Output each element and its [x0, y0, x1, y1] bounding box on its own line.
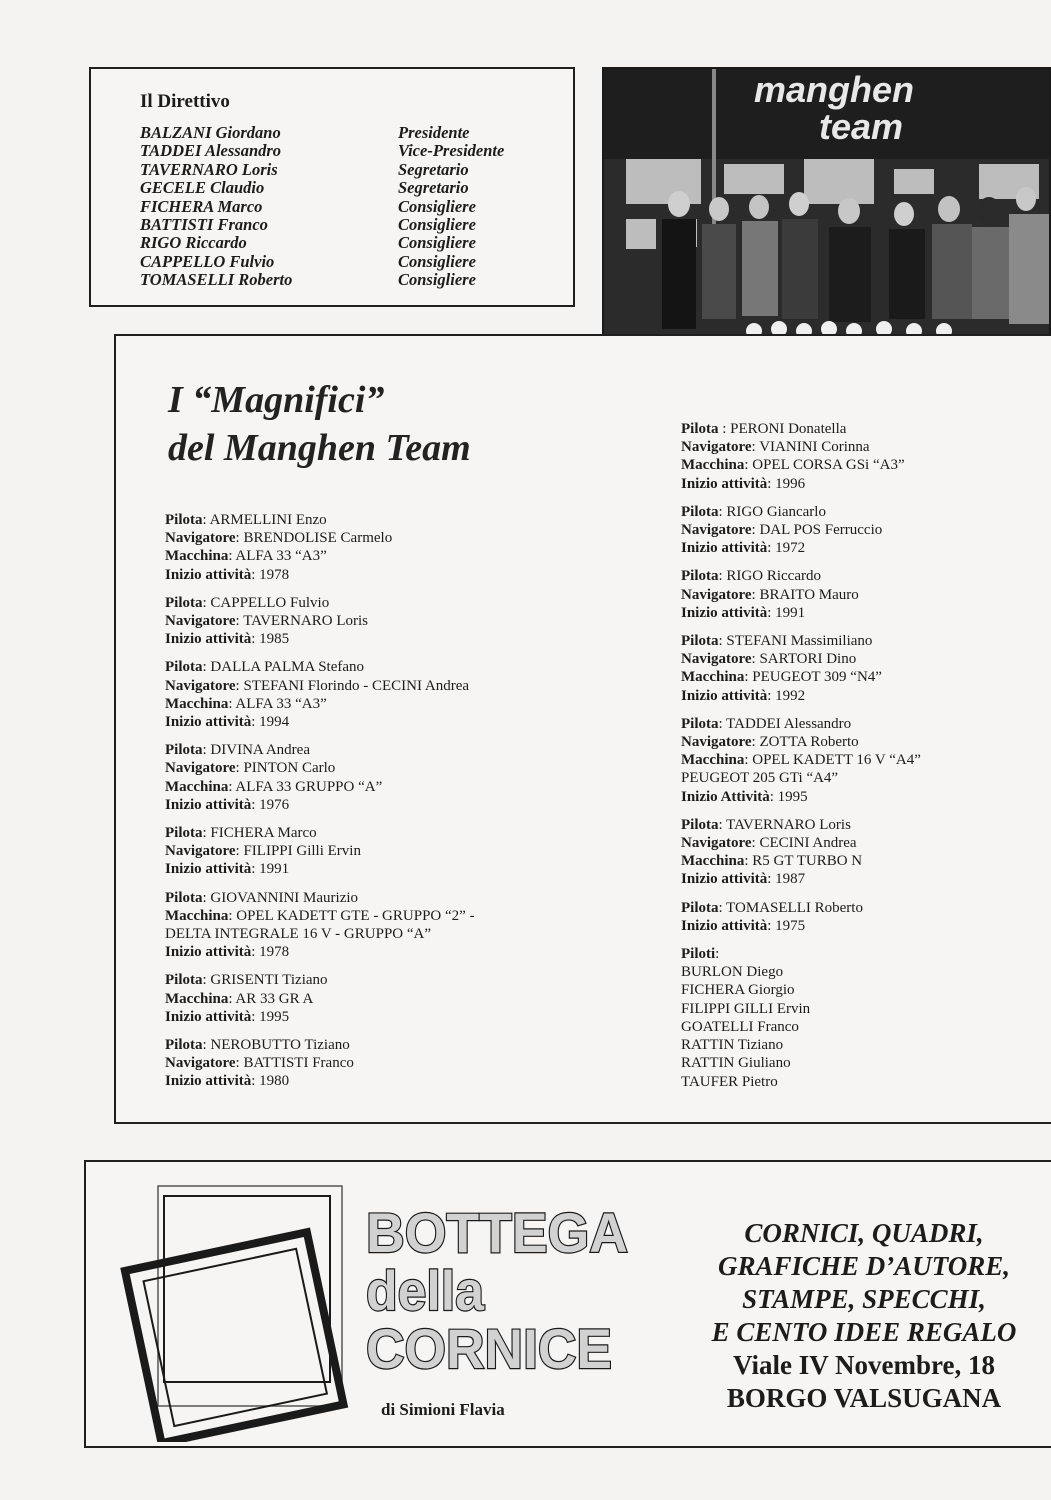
field-value: 1978 — [259, 566, 290, 583]
direttivo-member-name: TOMASELLI Roberto — [140, 270, 293, 290]
driver-entry-line — [165, 796, 475, 814]
field-value: TADDEI Alessandro — [726, 715, 852, 732]
ad-address: Viale IV Novembre, 18 — [733, 1350, 995, 1380]
field-label: Macchina — [681, 853, 745, 870]
field-label: Navigatore — [681, 734, 752, 751]
driver-entry-line — [165, 612, 475, 630]
field-separator: : — [202, 512, 210, 528]
field-value: 1972 — [775, 540, 806, 557]
field-separator: : — [235, 760, 244, 777]
driver-entry — [681, 945, 921, 1091]
field-label: Pilota — [165, 972, 203, 989]
frames-logo-icon — [112, 1182, 352, 1442]
bottega-logo — [364, 1200, 654, 1390]
field-label: Inizio attività — [165, 796, 252, 813]
field-label: Inizio attività — [681, 687, 768, 704]
field-separator: : — [715, 946, 720, 963]
direttivo-names — [140, 124, 292, 290]
field-label: Pilota — [165, 742, 203, 759]
driver-entry-line — [165, 778, 475, 796]
field-separator: : — [235, 677, 244, 694]
driver-entry-line — [681, 834, 921, 852]
field-separator: : — [718, 899, 727, 916]
field-label: Pilota — [681, 503, 719, 520]
driver-entry — [681, 420, 921, 493]
driver-entry-line — [681, 945, 921, 963]
direttivo-member-name: BATTISTI Franco — [140, 215, 268, 235]
field-separator: : — [235, 613, 244, 630]
driver-entry-line — [165, 511, 475, 529]
driver-entry-line — [681, 852, 921, 870]
field-label: Navigatore — [165, 613, 236, 630]
driver-entry — [165, 594, 475, 649]
field-value: VIANINI Corinna — [759, 439, 870, 456]
driver-entry — [165, 889, 475, 962]
driver-entry-line — [165, 907, 475, 925]
field-value: CAPPELLO Fulvio — [210, 594, 330, 611]
field-separator: : — [228, 548, 236, 565]
driver-entry-line — [681, 668, 921, 686]
field-label: Macchina — [681, 669, 745, 686]
field-separator: : — [769, 788, 778, 805]
field-value: RIGO Riccardo — [726, 568, 821, 585]
team-photo-graphic — [604, 69, 1051, 368]
field-value: TAVERNARO Loris — [243, 613, 368, 630]
field-label: Inizio Attività — [681, 788, 770, 805]
field-value: BURLON Diego — [681, 964, 784, 981]
field-separator: : — [718, 715, 727, 732]
field-separator: : — [251, 944, 260, 961]
driver-entry-line — [165, 824, 475, 842]
driver-entry — [681, 715, 921, 806]
direttivo-member-role: Consigliere — [398, 196, 476, 216]
direttivo-member-name: CAPPELLO Fulvio — [140, 251, 275, 271]
driver-entry-line — [165, 759, 475, 777]
field-label: Pilota — [165, 825, 203, 842]
driver-entry-line — [165, 1054, 475, 1072]
logo-line-della: della — [366, 1259, 485, 1322]
driver-entry-line — [165, 566, 475, 584]
field-label: Inizio attività — [681, 871, 768, 888]
field-separator: : — [202, 659, 211, 676]
field-label: Macchina — [165, 990, 229, 1007]
ad-line-1: CORNICI, QUADRI, — [744, 1218, 984, 1248]
field-label: Inizio attività — [681, 917, 768, 934]
direttivo-member-name: BALZANI Giordano — [140, 123, 281, 142]
field-separator: : — [744, 457, 753, 474]
direttivo-member-name: TAVERNARO Loris — [140, 159, 278, 179]
driver-entry-line — [681, 456, 921, 474]
direttivo-member-role: Consigliere — [398, 270, 476, 290]
field-value: 1995 — [259, 1008, 290, 1025]
field-label: Inizio attività — [165, 1008, 252, 1025]
field-separator: : — [202, 972, 211, 989]
direttivo-member-role: Presidente — [398, 123, 470, 142]
field-separator: : — [251, 1073, 260, 1090]
field-label: Pilota — [165, 512, 203, 528]
field-label: Macchina — [165, 695, 229, 712]
field-separator: : — [751, 522, 760, 539]
direttivo-member-role: Consigliere — [398, 251, 476, 271]
field-separator: : — [202, 742, 211, 759]
field-value: TAVERNARO Loris — [726, 816, 851, 833]
driver-entry-line — [681, 751, 921, 769]
field-separator: : — [751, 835, 760, 852]
driver-entry — [681, 632, 921, 705]
field-value: FILIPPI Gilli Ervin — [243, 843, 361, 860]
driver-entry-line — [681, 769, 921, 787]
driver-entry-line — [681, 963, 921, 981]
field-separator: : — [251, 566, 260, 583]
driver-entry-line — [681, 503, 921, 521]
logo-line-bottega: BOTTEGA — [366, 1201, 628, 1264]
field-label: Navigatore — [165, 677, 236, 694]
field-value: CECINI Andrea — [759, 835, 857, 852]
ad-line-2: GRAFICHE D’AUTORE, — [717, 1251, 1011, 1281]
field-separator: : — [718, 503, 727, 520]
field-value: 1992 — [775, 687, 806, 704]
field-value: PEUGEOT 205 GTi “A4” — [681, 770, 839, 787]
driver-entry-line — [165, 860, 475, 878]
field-value: ZOTTA Roberto — [759, 734, 859, 751]
field-separator: : — [751, 586, 760, 603]
field-value: 1976 — [259, 796, 290, 813]
field-separator: : — [767, 540, 776, 557]
field-separator: : — [744, 752, 753, 769]
field-separator: : — [751, 734, 760, 751]
driver-entry-line — [165, 842, 475, 860]
field-label: Inizio attività — [681, 604, 768, 621]
field-value: R5 GT TURBO N — [752, 853, 863, 870]
driver-entry-line — [681, 715, 921, 733]
driver-entry-line — [165, 1008, 475, 1026]
direttivo-member-role: Vice-Presidente — [398, 141, 505, 161]
field-separator: : — [202, 889, 211, 906]
field-value: 1991 — [775, 604, 806, 621]
driver-entry-line — [681, 1054, 921, 1072]
ad-subtitle: di Simioni Flavia — [381, 1400, 505, 1419]
driver-entry-line — [681, 567, 921, 585]
driver-entry — [165, 971, 475, 1026]
team-photo — [602, 67, 1051, 368]
field-separator: : — [228, 907, 237, 924]
field-value: PINTON Carlo — [243, 760, 336, 777]
driver-entry-line — [165, 741, 475, 759]
photo-sign-line2: team — [819, 106, 904, 147]
field-value: FICHERA Marco — [210, 825, 317, 842]
field-separator: : — [767, 871, 776, 888]
field-value: DAL POS Ferruccio — [759, 522, 883, 539]
field-separator: : — [251, 1008, 260, 1025]
field-label: Navigatore — [681, 835, 752, 852]
drivers-right-column — [681, 420, 921, 1101]
field-label: Pilota — [165, 594, 203, 611]
field-separator: : — [718, 816, 727, 833]
field-value: TOMASELLI Roberto — [726, 899, 863, 916]
driver-entry-line — [165, 529, 475, 547]
field-value: BRAITO Mauro — [759, 586, 859, 603]
direttivo-member-name: FICHERA Marco — [140, 196, 263, 216]
field-value: 1995 — [777, 788, 808, 805]
field-value: 1991 — [259, 861, 290, 878]
field-label: Navigatore — [681, 439, 752, 456]
field-label: Pilota — [681, 899, 719, 916]
field-value: PEUGEOT 309 “N4” — [752, 669, 882, 686]
field-label: Inizio attività — [165, 631, 252, 648]
driver-entry — [165, 1036, 475, 1091]
field-separator: : — [751, 439, 760, 456]
driver-entry-line — [165, 925, 475, 943]
field-value: STEFANI Massimiliano — [726, 633, 873, 650]
driver-entry-line — [681, 632, 921, 650]
field-separator: : — [235, 843, 244, 860]
field-value: 1980 — [259, 1073, 290, 1090]
field-value: RATTIN Tiziano — [681, 1037, 784, 1054]
field-label: Pilota — [681, 421, 719, 437]
direttivo-roles — [398, 124, 504, 290]
driver-entry-line — [681, 539, 921, 557]
driver-entry-line — [681, 420, 921, 438]
field-label: Macchina — [165, 907, 229, 924]
driver-entry-line — [165, 971, 475, 989]
driver-entry-line — [681, 1036, 921, 1054]
field-value: TAUFER Pietro — [681, 1073, 778, 1090]
field-label: Inizio attività — [165, 1073, 252, 1090]
field-separator: : — [235, 1055, 244, 1072]
driver-entry — [165, 658, 475, 731]
field-separator: : — [767, 687, 776, 704]
driver-entry-line — [681, 733, 921, 751]
field-value: AR 33 GR A — [235, 990, 314, 1007]
driver-entry — [165, 511, 475, 584]
field-separator: : — [718, 568, 727, 585]
field-value: ALFA 33 “A3” — [235, 548, 327, 565]
drivers-left-column — [165, 511, 475, 1101]
field-separator: : — [202, 825, 211, 842]
field-label: Pilota — [165, 1037, 203, 1054]
field-separator: : — [251, 796, 260, 813]
field-label: Inizio attività — [165, 861, 252, 878]
field-label: Navigatore — [681, 586, 752, 603]
direttivo-member-role: Segretario — [398, 178, 469, 198]
driver-entry-line — [681, 870, 921, 888]
field-value: 1985 — [259, 631, 290, 648]
logo-line-cornice: CORNICE — [366, 1317, 612, 1380]
driver-entry-line — [165, 630, 475, 648]
field-separator: : — [767, 604, 776, 621]
field-value: OPEL CORSA GSi “A3” — [752, 457, 905, 474]
field-value: DIVINA Andrea — [210, 742, 310, 759]
field-separator: : — [718, 421, 731, 437]
field-value: 1978 — [259, 944, 290, 961]
driver-entry-line — [681, 917, 921, 935]
field-value: 1987 — [775, 871, 806, 888]
direttivo-member-name: RIGO Riccardo — [140, 233, 247, 253]
field-value: 1975 — [775, 917, 806, 934]
driver-entry — [165, 741, 475, 814]
field-label: Macchina — [165, 548, 229, 565]
field-value: 1994 — [259, 714, 290, 731]
driver-entry-line — [681, 475, 921, 493]
field-label: Pilota — [681, 715, 719, 732]
field-label: Navigatore — [165, 530, 236, 547]
driver-entry-line — [165, 889, 475, 907]
field-separator: : — [202, 1037, 211, 1054]
driver-entry-line — [165, 713, 475, 731]
field-label: Pilota — [165, 889, 203, 906]
field-value: ALFA 33 GRUPPO “A” — [235, 778, 383, 795]
driver-entry-line — [165, 658, 475, 676]
field-separator: : — [767, 475, 776, 492]
direttivo-member-name: TADDEI Alessandro — [140, 141, 282, 161]
field-separator: : — [767, 917, 776, 934]
driver-entry — [165, 824, 475, 879]
driver-entry-line — [681, 650, 921, 668]
field-label: Navigatore — [165, 1055, 236, 1072]
driver-entry-line — [165, 1072, 475, 1090]
field-value: NEROBUTTO Tiziano — [210, 1037, 350, 1054]
field-value: GRISENTI Tiziano — [210, 972, 328, 989]
field-value: PERONI Donatella — [730, 421, 847, 437]
direttivo-box — [89, 67, 575, 307]
ad-line-4: E CENTO IDEE REGALO — [711, 1317, 1017, 1347]
magnifici-box — [114, 334, 1051, 1124]
driver-entry-line — [681, 788, 921, 806]
field-value: GOATELLI Franco — [681, 1018, 799, 1035]
driver-entry-line — [681, 438, 921, 456]
direttivo-member-role: Consigliere — [398, 215, 476, 235]
field-label: Macchina — [681, 752, 745, 769]
field-value: BRENDOLISE Carmelo — [243, 530, 393, 547]
field-separator: : — [251, 714, 260, 731]
driver-entry-line — [165, 547, 475, 565]
driver-entry-line — [165, 695, 475, 713]
driver-entry-line — [681, 1000, 921, 1018]
direttivo-member-name: GECELE Claudio — [140, 178, 265, 198]
field-label: Inizio attività — [681, 540, 768, 557]
field-value: RATTIN Giuliano — [681, 1055, 791, 1072]
direttivo-member-role: Segretario — [398, 159, 469, 179]
field-separator: : — [251, 631, 260, 648]
field-separator: : — [251, 861, 260, 878]
field-value: OPEL KADETT GTE - GRUPPO “2” - — [236, 907, 475, 924]
field-label: Pilota — [165, 659, 203, 676]
field-separator: : — [744, 853, 753, 870]
field-separator: : — [228, 695, 236, 712]
field-label: Pilota — [681, 568, 719, 585]
driver-entry-line — [681, 604, 921, 622]
field-value: SARTORI Dino — [759, 651, 857, 668]
direttivo-member-role: Consigliere — [398, 233, 476, 253]
field-label: Inizio attività — [165, 566, 252, 583]
field-label: Navigatore — [165, 843, 236, 860]
field-value: RIGO Giancarlo — [726, 503, 826, 520]
driver-entry-line — [165, 943, 475, 961]
field-label: Inizio attività — [165, 944, 252, 961]
driver-entry — [681, 816, 921, 889]
driver-entry-line — [165, 1036, 475, 1054]
driver-entry-line — [681, 687, 921, 705]
magnifici-title-line2: del Manghen Team — [168, 427, 471, 469]
driver-entry-line — [681, 586, 921, 604]
field-value: DELTA INTEGRALE 16 V - GRUPPO “A” — [165, 926, 432, 943]
driver-entry — [681, 503, 921, 558]
ad-city: BORGO VALSUGANA — [726, 1383, 1002, 1413]
field-separator: : — [718, 633, 727, 650]
field-separator: : — [228, 778, 236, 795]
driver-entry-line — [165, 677, 475, 695]
field-value: DALLA PALMA Stefano — [210, 659, 365, 676]
field-value: GIOVANNINI Maurizio — [210, 889, 359, 906]
driver-entry-line — [681, 521, 921, 539]
field-separator: : — [751, 651, 760, 668]
field-label: Inizio attività — [165, 714, 252, 731]
driver-entry — [681, 567, 921, 622]
field-value: FILIPPI GILLI Ervin — [681, 1000, 811, 1017]
driver-entry-line — [681, 816, 921, 834]
field-value: ALFA 33 “A3” — [235, 695, 327, 712]
field-separator: : — [202, 594, 211, 611]
ad-text-block — [674, 1217, 1051, 1415]
driver-entry-line — [165, 990, 475, 1008]
field-separator: : — [744, 669, 753, 686]
field-value: BATTISTI Franco — [243, 1055, 354, 1072]
field-value: OPEL KADETT 16 V “A4” — [752, 752, 921, 769]
field-separator: : — [235, 530, 244, 547]
field-label: Macchina — [165, 778, 229, 795]
advertisement-box — [84, 1160, 1051, 1448]
field-label: Navigatore — [681, 522, 752, 539]
field-separator: : — [228, 990, 236, 1007]
field-label: Piloti — [681, 946, 716, 963]
magnifici-title-line1: I “Magnifici” — [168, 379, 385, 421]
ad-line-3: STAMPE, SPECCHI, — [742, 1284, 986, 1314]
driver-entry-line — [681, 981, 921, 999]
field-label: Pilota — [681, 816, 719, 833]
field-value: FICHERA Giorgio — [681, 982, 795, 999]
photo-sign-line1: manghen — [754, 69, 915, 110]
field-label: Macchina — [681, 457, 745, 474]
field-value: 1996 — [775, 475, 806, 492]
driver-entry-line — [681, 1018, 921, 1036]
direttivo-title: Il Direttivo — [140, 91, 230, 112]
field-label: Navigatore — [165, 760, 236, 777]
driver-entry-line — [165, 594, 475, 612]
field-label: Inizio attività — [681, 475, 768, 492]
driver-entry — [681, 899, 921, 935]
field-label: Navigatore — [681, 651, 752, 668]
field-value: STEFANI Florindo - CECINI Andrea — [243, 677, 470, 694]
magnifici-title — [168, 376, 471, 472]
driver-entry-line — [681, 1073, 921, 1091]
field-value: ARMELLINI Enzo — [209, 512, 327, 528]
field-label: Pilota — [681, 633, 719, 650]
driver-entry-line — [681, 899, 921, 917]
